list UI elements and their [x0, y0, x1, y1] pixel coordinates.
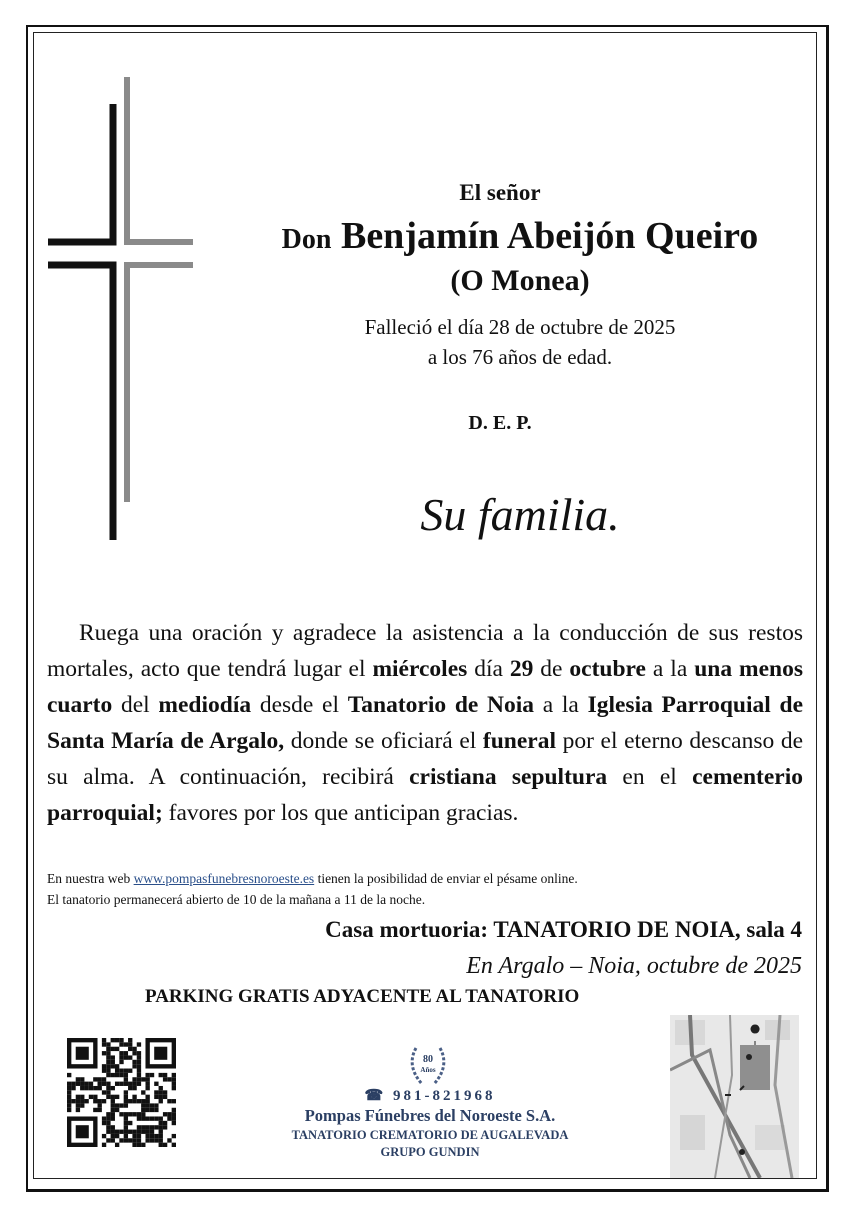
age: a los 76 años de edad.	[427, 345, 613, 369]
body-text: en el	[607, 764, 693, 790]
parking-note: PARKING GRATIS ADYACENTE AL TANATORIO	[145, 986, 580, 1007]
body-text: Ruega una oración y agradece la asistencia a la conducción de sus restos mortales, acto que tendrá lugar el	[47, 620, 803, 682]
web-note-suffix: tienen la posibilidad de enviar el pésame online.	[314, 871, 578, 886]
emphasis-text: funeral	[482, 728, 556, 754]
place-date: En Argalo – Noia, octubre de 2025	[466, 953, 802, 979]
emphasis-text: una menos cuarto	[47, 656, 803, 718]
body-text: de	[533, 656, 570, 682]
emphasis-text: miércoles	[372, 656, 468, 682]
emphasis-text: cristiana sepultura	[409, 764, 608, 790]
name-text: Benjamín Abeijón Queiro	[340, 215, 759, 257]
announcement-paragraph	[47, 615, 803, 831]
website-link[interactable]: www.pompasfunebresnoroeste.es	[133, 871, 315, 886]
cross-icon	[0, 0, 220, 560]
body-text: día	[467, 656, 510, 682]
map-pin-icon	[746, 1054, 752, 1060]
family-signature: Su familia.	[420, 489, 620, 540]
announcement-body	[47, 615, 803, 831]
title-line: El señor	[459, 180, 541, 205]
logo-years: Años	[420, 1066, 436, 1074]
body-text: donde se oficiará el	[284, 728, 483, 754]
location-map[interactable]	[670, 1015, 799, 1178]
web-note	[47, 868, 578, 889]
body-text: desde el	[251, 692, 348, 718]
body-text: favores por los que anticipan gracias.	[162, 800, 519, 826]
body-text: a la	[534, 692, 588, 718]
emphasis-text: cementerio parroquial;	[47, 764, 803, 826]
group-name: GRUPO GUNDIN	[380, 1145, 480, 1159]
body-text: a la	[646, 656, 695, 682]
alias: (O Monea)	[450, 264, 590, 297]
body-text: del	[112, 692, 159, 718]
phone-number: 981-821968	[392, 1088, 496, 1104]
death-date: Falleció el día 28 de octubre de 2025	[364, 315, 676, 339]
web-note-prefix: En nuestra web	[47, 871, 134, 886]
emphasis-text: octubre	[569, 656, 646, 682]
qr-code[interactable]	[67, 1038, 176, 1147]
emphasis-text: Iglesia Parroquial de Santa María de Argalo,	[47, 692, 804, 754]
notes	[47, 868, 578, 910]
dep: D. E. P.	[468, 412, 532, 434]
logo-number: 80	[423, 1054, 433, 1065]
casa-mortuoria: Casa mortuoria: TANATORIO DE NOIA, sala 4	[325, 917, 802, 942]
body-text: por el eterno descanso de su alma. A continuación, recibirá	[47, 728, 804, 790]
map-pin-icon	[739, 1149, 745, 1155]
hours-note: El tanatorio permanecerá abierto de 10 de la mañana a 11 de la noche.	[47, 892, 426, 907]
emphasis-text: 29	[509, 656, 534, 682]
crematorio-name: TANATORIO CREMATORIO DE AUGALEVADA	[291, 1128, 569, 1142]
deceased-name	[200, 214, 840, 258]
death-info	[200, 312, 840, 372]
company-name: Pompas Fúnebres del Noroeste S.A.	[304, 1106, 556, 1125]
anniversary-logo	[400, 1042, 456, 1090]
phone	[270, 1086, 590, 1105]
name-prefix: Don	[281, 224, 332, 255]
emphasis-text: mediodía	[158, 692, 252, 718]
emphasis-text: Tanatorio de Noia	[347, 692, 535, 718]
phone-icon: ☎	[364, 1088, 387, 1104]
